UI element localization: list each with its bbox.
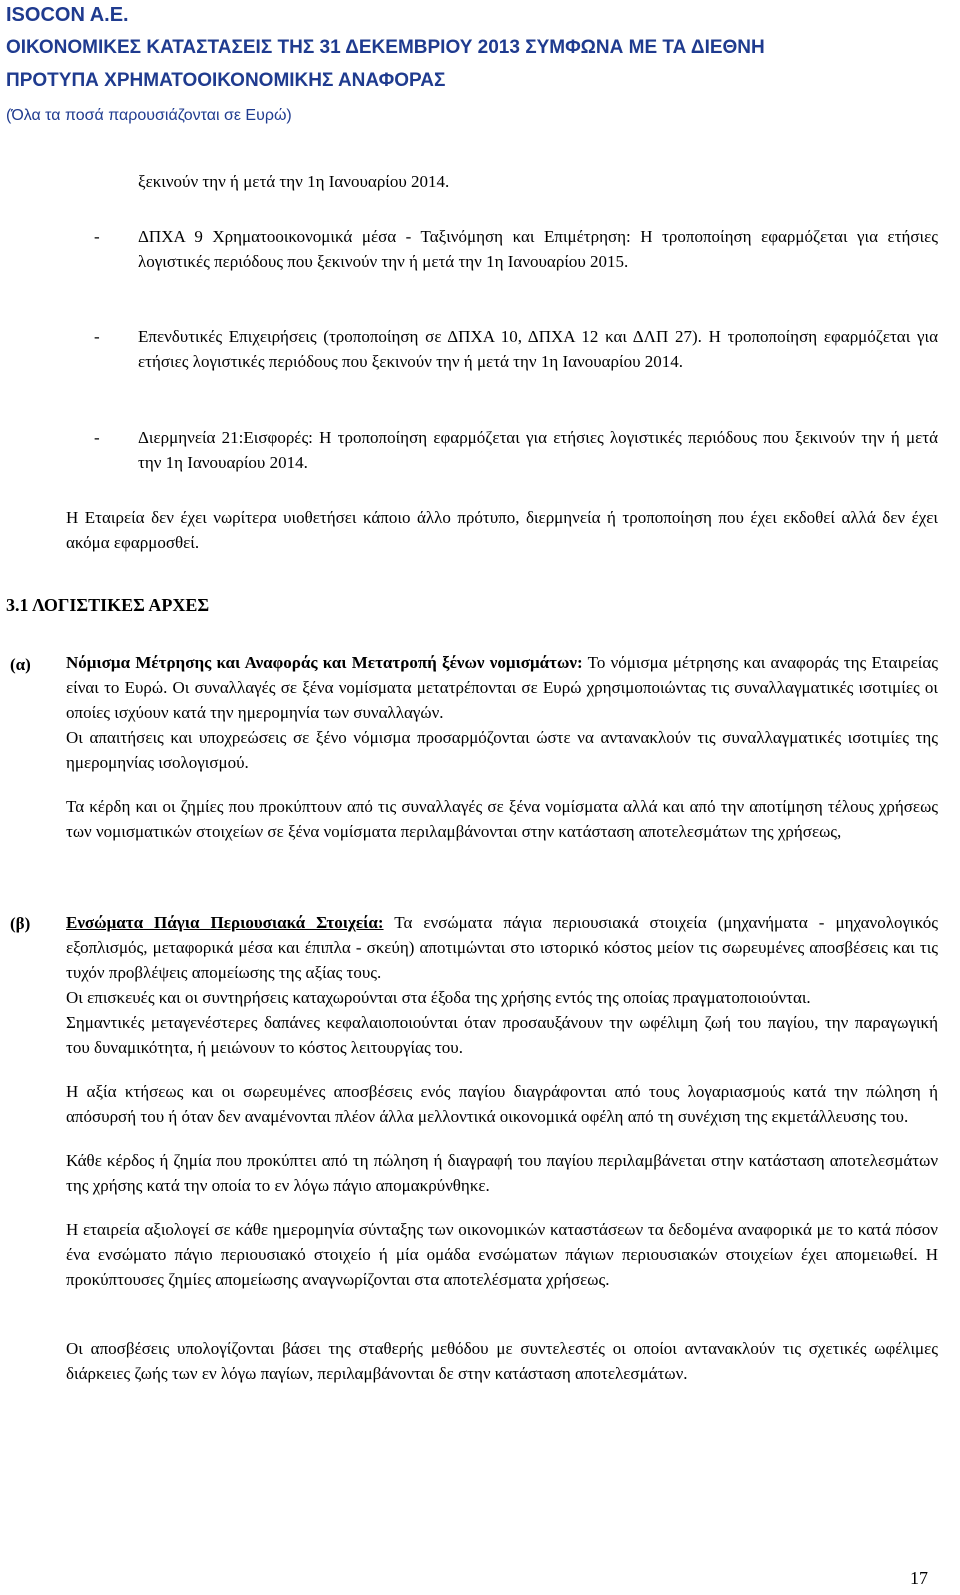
- item-b-paragraph-1: [66, 910, 938, 985]
- item-a-heading: Νόμισμα Μέτρησης και Αναφοράς και Μετατροπή ξένων νομισμάτων:: [66, 653, 583, 672]
- item-b-paragraph-2: Οι επισκευές και οι συντηρήσεις καταχωρούνται στα έξοδα της χρήσης εντός της οποίας πραγματοποιούνται.: [66, 988, 811, 1007]
- item-b-paragraph-5: Κάθε κέρδος ή ζημία που προκύπτει από τη πώληση ή διαγραφή του παγίου περιλαμβάνεται στην κατάσταση αποτελεσμάτων της χρήσης κατά την οποία το εν λόγω πάγιο απομακρύνθηκε.: [66, 1151, 938, 1195]
- item-b-heading: Ενσώματα Πάγια Περιουσιακά Στοιχεία:: [66, 913, 384, 932]
- bullet-dash: -: [94, 327, 100, 346]
- item-b-paragraph-7: Οι αποσβέσεις υπολογίζονται βάσει της σταθερής μεθόδου με συντελεστές οι οποίοι αντανακλούν τις σχετικές ωφέλιμες διάρκειες ζωής των εν λόγω παγίων, περιλαμβάνονται δε στην κατάσταση αποτελεσμάτων.: [66, 1339, 938, 1383]
- intro-paragraph: Η Εταιρεία δεν έχει νωρίτερα υιοθετήσει κάποιο άλλο πρότυπο, διερμηνεία ή τροποποίηση που έχει εκδοθεί αλλά δεν έχει ακόμα εφαρμοσθεί.: [66, 508, 938, 552]
- item-a-text: Το νόμισμα μέτρησης και αναφοράς της Εταιρείας είναι το Ευρώ. Οι συναλλαγές σε ξένα νομίσματα μετατρέπονται σε Ευρώ χρησιμοποιώντας τις συναλλαγματικές ισοτιμίες οι οποίες ισχύουν κατά την ημερομηνία των συναλλαγών.: [66, 653, 938, 722]
- item-b-block: [66, 910, 938, 1386]
- item-a-paragraph-1: [66, 650, 938, 725]
- item-b-text: Τα ενσώματα πάγια περιουσιακά στοιχεία (μηχανήματα - μηχανολογικός εξοπλισμός, μεταφορικά μέσα και έπιπλα - σκεύη) αποτιμώνται στο ιστορικό κόστος μείον τις σωρευμένες αποσβέσεις και τις τυχόν προβλέψεις απομείωσης της αξίας τους.: [66, 913, 938, 982]
- bullet-dash: -: [94, 428, 100, 447]
- page-number: 17: [910, 1568, 928, 1588]
- section-title: 3.1 ΛΟΓΙΣΤΙΚΕΣ ΑΡΧΕΣ: [6, 595, 210, 615]
- currency-note: (Όλα τα ποσά παρουσιάζονται σε Ευρώ): [6, 107, 292, 124]
- item-a-paragraph-2: Οι απαιτήσεις και υποχρεώσεις σε ξένο νόμισμα προσαρμόζονται ώστε να αντανακλούν τις συναλλαγματικές ισοτιμίες της ημερομηνίας ισολογισμού.: [66, 728, 938, 772]
- bullet-ifrs9: ΔΠΧΑ 9 Χρηματοοικονομικά μέσα - Ταξινόμηση και Επιμέτρηση: Η τροποποίηση εφαρμόζεται για ετήσιες λογιστικές περιόδους που ξεκινούν την ή μετά την 1η Ιανουαρίου 2015.: [138, 227, 938, 271]
- bullet-dash: -: [94, 227, 100, 246]
- item-b-marker: (β): [10, 914, 31, 933]
- item-b-paragraph-3: Σημαντικές μεταγενέστερες δαπάνες κεφαλαιοποιούνται όταν προσαυξάνουν την ωφέλιμη ζωή του παγίου, την παραγωγική του δυναμικότητα, ή μειώνουν το κόστος λειτουργίας του.: [66, 1013, 938, 1057]
- continuation-line: ξεκινούν την ή μετά την 1η Ιανουαρίου 2014.: [138, 172, 450, 191]
- item-a-paragraph-3: Τα κέρδη και οι ζημίες που προκύπτουν από τις συναλλαγές σε ξένα νομίσματα αλλά και από την αποτίμηση τέλους χρήσεως των νομισματικών στοιχείων σε ξένα νομίσματα περιλαμβάνονται στην κατάσταση αποτελεσμάτων της χρήσεως,: [66, 797, 938, 841]
- report-title-line-2: ΠΡΟΤΥΠΑ ΧΡΗΜΑΤΟΟΙΚΟΝΟΜΙΚΗΣ ΑΝΑΦΟΡΑΣ: [6, 70, 446, 91]
- bullet-investment-entities: Επενδυτικές Επιχειρήσεις (τροποποίηση σε ΔΠΧΑ 10, ΔΠΧΑ 12 και ΔΛΠ 27). Η τροποποίηση εφαρμόζεται για ετήσιες λογιστικές περιόδους που ξεκινούν την ή μετά την 1η Ιανουαρίου 2014.: [138, 327, 938, 371]
- item-b-paragraph-6: Η εταιρεία αξιολογεί σε κάθε ημερομηνία σύνταξης των οικονομικών καταστάσεων τα δεδομένα αναφορικά με το κατά πόσον ένα ενσώματο πάγιο περιουσιακό στοιχείο ή μία ομάδα ενσώματων πάγιων περιουσιακών στοιχείων έχει απομειωθεί. Η προκύπτουσες ζημίες απομείωσης αναγνωρίζονται στα αποτελέσματα χρήσεως.: [66, 1220, 938, 1289]
- bullet-ifric21: Διερμηνεία 21:Εισφορές: Η τροποποίηση εφαρμόζεται για ετήσιες λογιστικές περιόδους που ξεκινούν την ή μετά την 1η Ιανουαρίου 2014.: [138, 428, 938, 472]
- item-a-marker: (α): [10, 655, 31, 674]
- item-b-paragraph-4: Η αξία κτήσεως και οι σωρευμένες αποσβέσεις ενός παγίου διαγράφονται από τους λογαριασμούς κατά την πώληση ή απόσυρσή του ή όταν δεν αναμένονται πλέον άλλα μελλοντικά οικονομικά οφέλη από τη συνέχιση της εκμετάλλευσης του.: [66, 1082, 938, 1126]
- item-a-block: [66, 650, 938, 844]
- report-title-line-1: ΟΙΚΟΝΟΜΙΚΕΣ ΚΑΤΑΣΤΑΣΕΙΣ ΤΗΣ 31 ΔΕΚΕΜΒΡΙΟΥ 2013 ΣΥΜΦΩΝΑ ΜΕ ΤΑ ΔΙΕΘΝΗ: [6, 37, 765, 58]
- company-name: ISOCON A.E.: [6, 4, 129, 26]
